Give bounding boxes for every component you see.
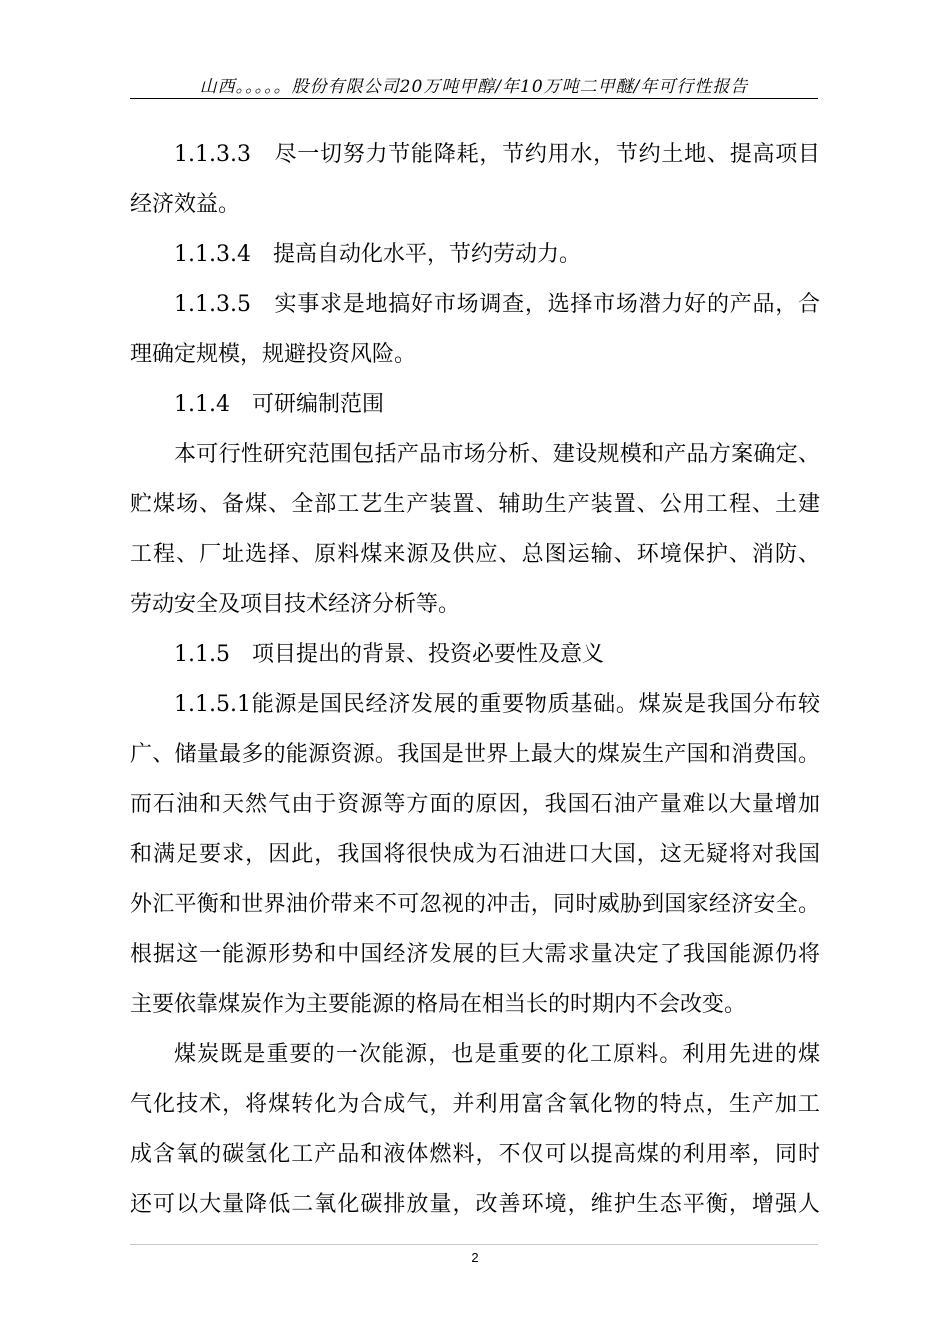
page-number: 2: [471, 1250, 479, 1265]
text-line: 主要依靠煤炭作为主要能源的格局在相当长的时期内不会改变。: [130, 992, 747, 1017]
text-line: 广、储量最多的能源资源。我国是世界上最大的煤炭生产国和消费国。: [130, 742, 820, 767]
text-line: 1.1.3.4 提高自动化水平，节约劳动力。: [174, 242, 581, 267]
text-line: 理确定规模，规避投资风险。: [130, 342, 417, 367]
text-line: 而石油和天然气由于资源等方面的原因，我国石油产量难以大量增加: [130, 792, 820, 817]
text-line: 工程、厂址选择、原料煤来源及供应、总图运输、环境保护、消防、: [130, 542, 820, 567]
text-line: 和满足要求，因此，我国将很快成为石油进口大国，这无疑将对我国: [130, 842, 820, 867]
running-header: 山西。。。。。股份有限公司20万吨甲醇/年10万吨二甲醚/年可行性报告: [199, 77, 749, 97]
text-line: 1.1.3.3 尽一切努力节能降耗，节约用水，节约土地、提高项目: [174, 142, 820, 167]
section-heading: 1.1.4 可研编制范围: [174, 392, 384, 417]
text-line: 1.1.3.5 实事求是地搞好市场调查，选择市场潜力好的产品，合: [174, 292, 820, 317]
page-body: [130, 130, 820, 1230]
footer-rule: [130, 1244, 818, 1245]
text-line: 外汇平衡和世界油价带来不可忽视的冲击，同时威胁到国家经济安全。: [130, 892, 820, 917]
text-line: 经济效益。: [130, 192, 241, 217]
header-rule: [130, 98, 818, 99]
text-line: 成含氧的碳氢化工产品和液体燃料，不仅可以提高煤的利用率，同时: [130, 1142, 820, 1167]
text-line: 本可行性研究范围包括产品市场分析、建设规模和产品方案确定、: [174, 442, 820, 467]
section-heading: 1.1.5 项目提出的背景、投资必要性及意义: [174, 642, 604, 667]
text-line: 贮煤场、备煤、全部工艺生产装置、辅助生产装置、公用工程、土建: [130, 492, 820, 517]
text-line: 根据这一能源形势和中国经济发展的巨大需求量决定了我国能源仍将: [130, 942, 820, 967]
text-line: 煤炭既是重要的一次能源，也是重要的化工原料。利用先进的煤: [174, 1042, 820, 1067]
text-line: 气化技术，将煤转化为合成气，并利用富含氧化物的特点，生产加工: [130, 1092, 820, 1117]
text-line: 1.1.5.1能源是国民经济发展的重要物质基础。煤炭是我国分布较: [174, 692, 820, 717]
text-line: 劳动安全及项目技术经济分析等。: [130, 592, 461, 617]
text-line: 还可以大量降低二氧化碳排放量，改善环境，维护生态平衡，增强人: [130, 1192, 820, 1217]
